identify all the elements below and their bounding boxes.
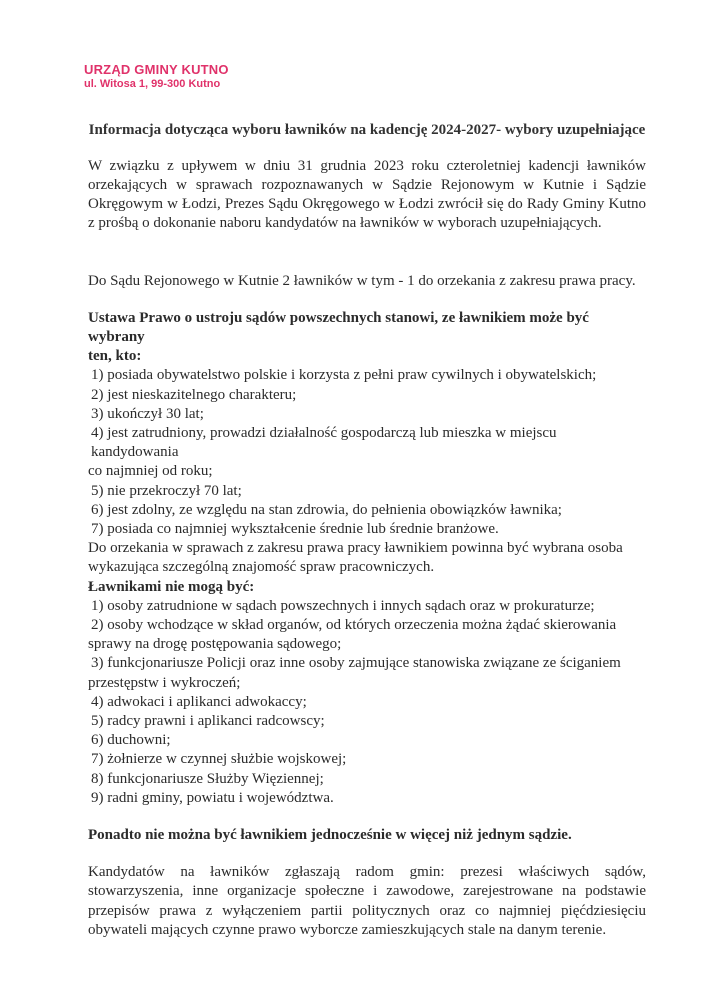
labor-note-line2: wykazująca szczególną znajomość spraw pracowniczych. xyxy=(88,559,435,576)
exclusion-item: 3) funkcjonariusze Policji oraz inne osoby zajmujące stanowiska związane ze ściganiem xyxy=(91,655,621,672)
document-title: Informacja dotycząca wyboru ławników na kadencję 2024-2027- wybory uzupełniające xyxy=(88,121,646,138)
eligibility-section xyxy=(88,309,646,808)
intro-paragraph: W związku z upływem w dniu 31 grudnia 2023 roku czteroletniej kadencji ławników orzekających w sprawach rozpoznawanych w Sądzie Rejonowym w Kutnie i Sądzie Okręgowym w Łodzi, Prezes Sądu Okręgowego w Łodzi zwrócił się do Rady Gminy Kutno z prośbą o dokonanie naboru kandydatów na ławników w wyborach uzupełniających. xyxy=(88,157,646,232)
eligibility-item-continuation: co najmniej od roku; xyxy=(88,463,213,480)
eligibility-heading-line1: Ustawa Prawo o ustroju sądów powszechnych stanowi, ze ławnikiem może być wybrany xyxy=(88,309,589,345)
labor-note-line1: Do orzekania w sprawach z zakresu prawa pracy ławnikiem powinna być wybrana osoba xyxy=(88,540,623,557)
exclusion-item: 9) radni gminy, powiatu i województwa. xyxy=(91,789,334,806)
office-stamp xyxy=(84,62,646,91)
exclusion-item: 2) osoby wchodzące w skład organów, od których orzeczenia można żądać skierowania xyxy=(91,617,617,634)
eligibility-item: 1) posiada obywatelstwo polskie i korzysta z pełni praw cywilnych i obywatelskich; xyxy=(91,367,597,384)
exclusion-item: 4) adwokaci i aplikanci adwokaccy; xyxy=(91,693,307,710)
exclusion-item-continuation: przestępstw i wykroczeń; xyxy=(88,674,241,691)
court-allocation-line: Do Sądu Rejonowego w Kutnie 2 ławników w tym - 1 do orzekania z zakresu prawa pracy. xyxy=(88,272,636,289)
exclusion-item: 5) radcy prawni i aplikanci radcowscy; xyxy=(91,713,325,730)
exclusion-item: 7) żołnierze w czynnej służbie wojskowej; xyxy=(91,751,347,768)
eligibility-item: 6) jest zdolny, ze względu na stan zdrowia, do pełnienia obowiązków ławnika; xyxy=(91,501,562,518)
eligibility-item: 2) jest nieskazitelnego charakteru; xyxy=(91,386,297,403)
eligibility-item: 5) nie przekroczył 70 lat; xyxy=(91,482,242,499)
eligibility-item: 4) jest zatrudniony, prowadzi działalność gospodarczą lub mieszka w miejscu kandydowania xyxy=(91,425,557,461)
exclusion-item: 1) osoby zatrudnione w sądach powszechnych i innych sądach oraz w prokuraturze; xyxy=(91,597,595,614)
candidates-paragraph: Kandydatów na ławników zgłaszają radom gmin: prezesi właściwych sądów, stowarzyszenia, inne organizacje społeczne i zawodowe, zarejestrowane na podstawie przepisów prawa z wyłączeniem partii politycznych oraz co najmniej pięćdziesięciu obywateli mających czynne prawo wyborcze zamieszkujących stale na danym terenie. xyxy=(88,864,646,938)
eligibility-item: 3) ukończył 30 lat; xyxy=(91,405,204,422)
exclusion-item: 6) duchowni; xyxy=(91,732,171,749)
eligibility-item: 7) posiada co najmniej wykształcenie średnie lub średnie branżowe. xyxy=(91,521,499,538)
extra-rule: Ponadto nie można być ławnikiem jednocześnie w więcej niż jednym sądzie. xyxy=(88,827,572,844)
exclusion-item: 8) funkcjonariusze Służby Więziennej; xyxy=(91,770,324,787)
stamp-office-address: ul. Witosa 1, 99-300 Kutno xyxy=(84,77,221,90)
stamp-office-name: URZĄD GMINY KUTNO xyxy=(84,62,229,77)
exclusion-item-continuation: sprawy na drogę postępowania sądowego; xyxy=(88,636,342,653)
eligibility-heading-line2: ten, kto: xyxy=(88,348,142,365)
exclusions-heading: Ławnikami nie mogą być: xyxy=(88,578,255,595)
